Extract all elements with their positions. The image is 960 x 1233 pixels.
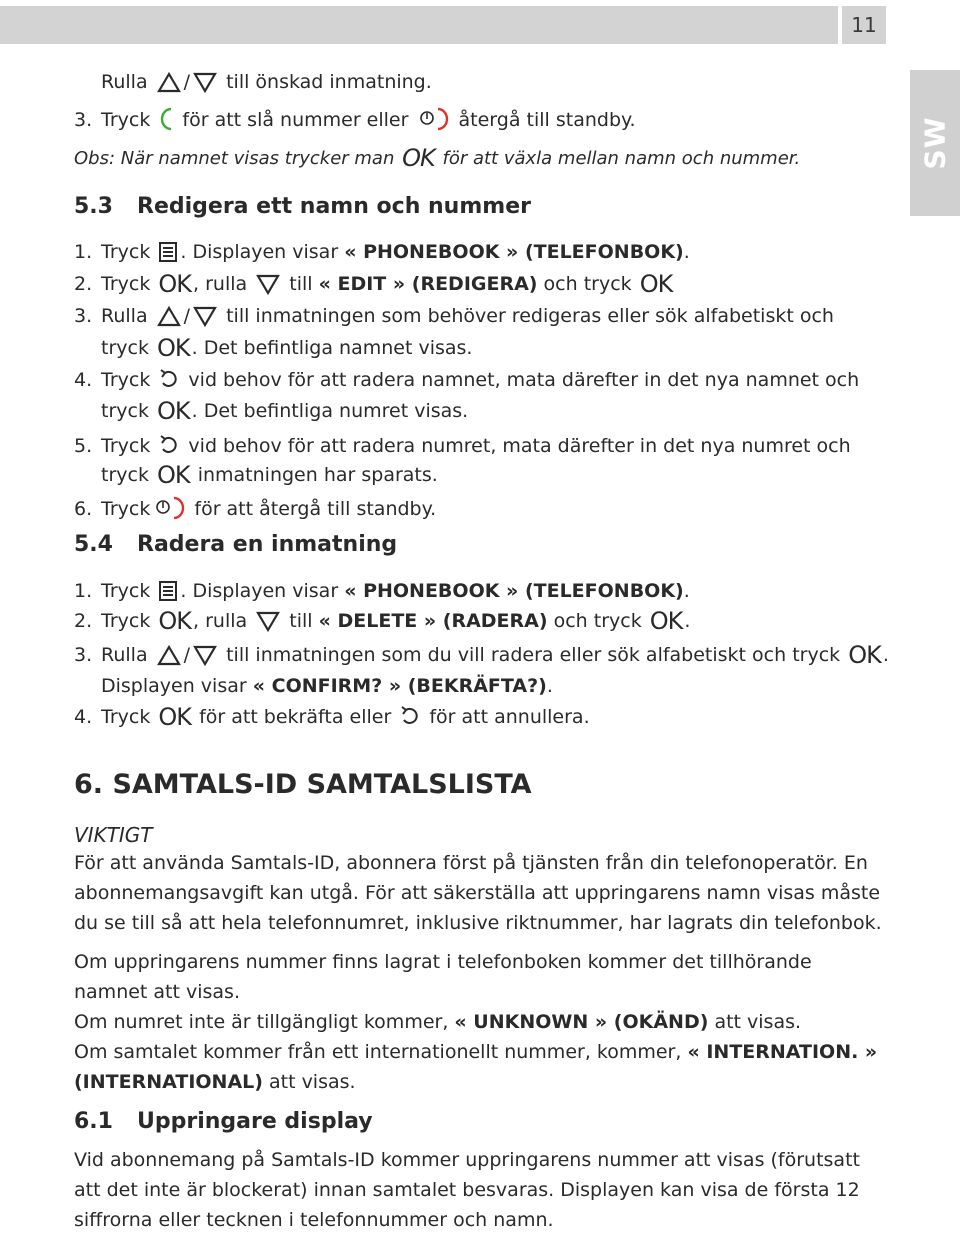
- section-heading: 6.1 Uppringare display: [74, 1109, 373, 1134]
- up-arrow-icon: [156, 644, 182, 666]
- down-arrow-icon: [192, 71, 218, 93]
- menu-key-icon: [158, 580, 178, 602]
- paragraph-line: abonnemangsavgift kan utgå. För att säkerställa att uppringarens namn visas måste: [74, 882, 881, 904]
- note-line: Obs: När namnet visas trycker man OK för att växla mellan namn och nummer.: [74, 144, 801, 172]
- up-arrow-icon: [156, 305, 182, 327]
- back-arrow-icon: [158, 433, 180, 457]
- ok-key-icon: OK: [402, 144, 435, 172]
- down-arrow-icon: [255, 273, 281, 295]
- paragraph-line: Vid abonnemang på Samtals-ID kommer uppringarens nummer att visas (förutsatt: [74, 1149, 860, 1171]
- step-line: 3. Rulla / till inmatningen som du vill radera eller sök alfabetiskt och tryck OK .: [74, 641, 889, 669]
- paragraph-line: Om numret inte är tillgängligt kommer, « UNKNOWN » (OKÄND) att visas.: [74, 1011, 802, 1033]
- ok-key-icon: OK: [158, 607, 192, 635]
- paragraph-line: du se till så att hela telefonnumret, inklusive riktnummer, har lagrats din telefonbok.: [74, 912, 882, 934]
- ok-key-icon: OK: [157, 461, 190, 489]
- power-end-icon: [152, 496, 186, 520]
- step-line: 2. Tryck OK , rulla till « DELETE » (RADERA) och tryck OK .: [74, 607, 691, 635]
- paragraph-line: siffrorna eller tecknen i telefonnummer och namn.: [74, 1209, 554, 1231]
- chapter-heading: 6. SAMTALS-ID SAMTALSLISTA: [74, 769, 532, 800]
- header-bar: [0, 6, 838, 44]
- important-label: VIKTIGT: [74, 823, 153, 847]
- step-line: 1. Tryck . Displayen visar « PHONEBOOK » (TELEFONBOK).: [74, 241, 690, 263]
- step-line: 3. Tryck för att slå nummer eller återgå till standby.: [74, 109, 636, 131]
- step-line: 4. Tryck vid behov för att radera namnet, mata därefter in det nya namnet och: [74, 369, 860, 391]
- back-arrow-icon: [399, 704, 421, 728]
- step-line: tryck OK . Det befintliga numret visas.: [101, 397, 469, 425]
- ok-key-icon: OK: [649, 607, 683, 635]
- step-line: 1. Tryck . Displayen visar « PHONEBOOK » (TELEFONBOK).: [74, 580, 690, 602]
- language-tab-label: SW: [918, 116, 952, 170]
- paragraph-line: namnet att visas.: [74, 981, 240, 1003]
- power-end-icon: [416, 107, 450, 131]
- step-line: 4. Tryck OK för att bekräfta eller för att annullera.: [74, 703, 590, 731]
- ok-key-icon: OK: [639, 270, 673, 298]
- up-arrow-icon: [156, 71, 182, 93]
- step-line: 2. Tryck OK , rulla till « EDIT » (REDIGERA) och tryck OK: [74, 270, 673, 298]
- section-heading: 5.4 Radera en inmatning: [74, 532, 398, 557]
- language-tab: [910, 70, 960, 216]
- paragraph-line: Om uppringarens nummer finns lagrat i telefonboken kommer det tillhörande: [74, 951, 812, 973]
- call-key-icon: [158, 107, 174, 131]
- step-line: 5. Tryck vid behov för att radera numret, mata därefter in det nya numret och: [74, 435, 851, 457]
- step-line: Rulla / till önskad inmatning.: [101, 71, 432, 93]
- section-heading: 5.3 Redigera ett namn och nummer: [74, 194, 531, 219]
- step-line: tryck OK . Det befintliga namnet visas.: [101, 334, 473, 362]
- down-arrow-icon: [255, 610, 281, 632]
- ok-key-icon: OK: [848, 641, 881, 669]
- paragraph-line: att det inte är blockerat) innan samtalet besvaras. Displayen kan visa de första 12: [74, 1179, 860, 1201]
- down-arrow-icon: [192, 305, 218, 327]
- down-arrow-icon: [192, 644, 218, 666]
- page-number: 11: [842, 6, 886, 44]
- step-line: 3. Rulla / till inmatningen som behöver redigeras eller sök alfabetiskt och: [74, 305, 834, 327]
- paragraph-line: (INTERNATIONAL) att visas.: [74, 1071, 356, 1093]
- paragraph-line: Om samtalet kommer från ett internationellt nummer, kommer, « INTERNATION. »: [74, 1041, 878, 1063]
- ok-key-icon: OK: [157, 334, 190, 362]
- menu-key-icon: [158, 241, 178, 263]
- back-arrow-icon: [158, 367, 180, 391]
- step-line: Displayen visar « CONFIRM? » (BEKRÄFTA?).: [101, 675, 553, 697]
- ok-key-icon: OK: [158, 270, 192, 298]
- step-line: 6. Tryck för att återgå till standby.: [74, 498, 437, 520]
- ok-key-icon: OK: [157, 397, 190, 425]
- paragraph-line: För att använda Samtals-ID, abonnera först på tjänsten från din telefonoperatör. En: [74, 852, 868, 874]
- step-line: tryck OK inmatningen har sparats.: [101, 461, 438, 489]
- ok-key-icon: OK: [158, 703, 192, 731]
